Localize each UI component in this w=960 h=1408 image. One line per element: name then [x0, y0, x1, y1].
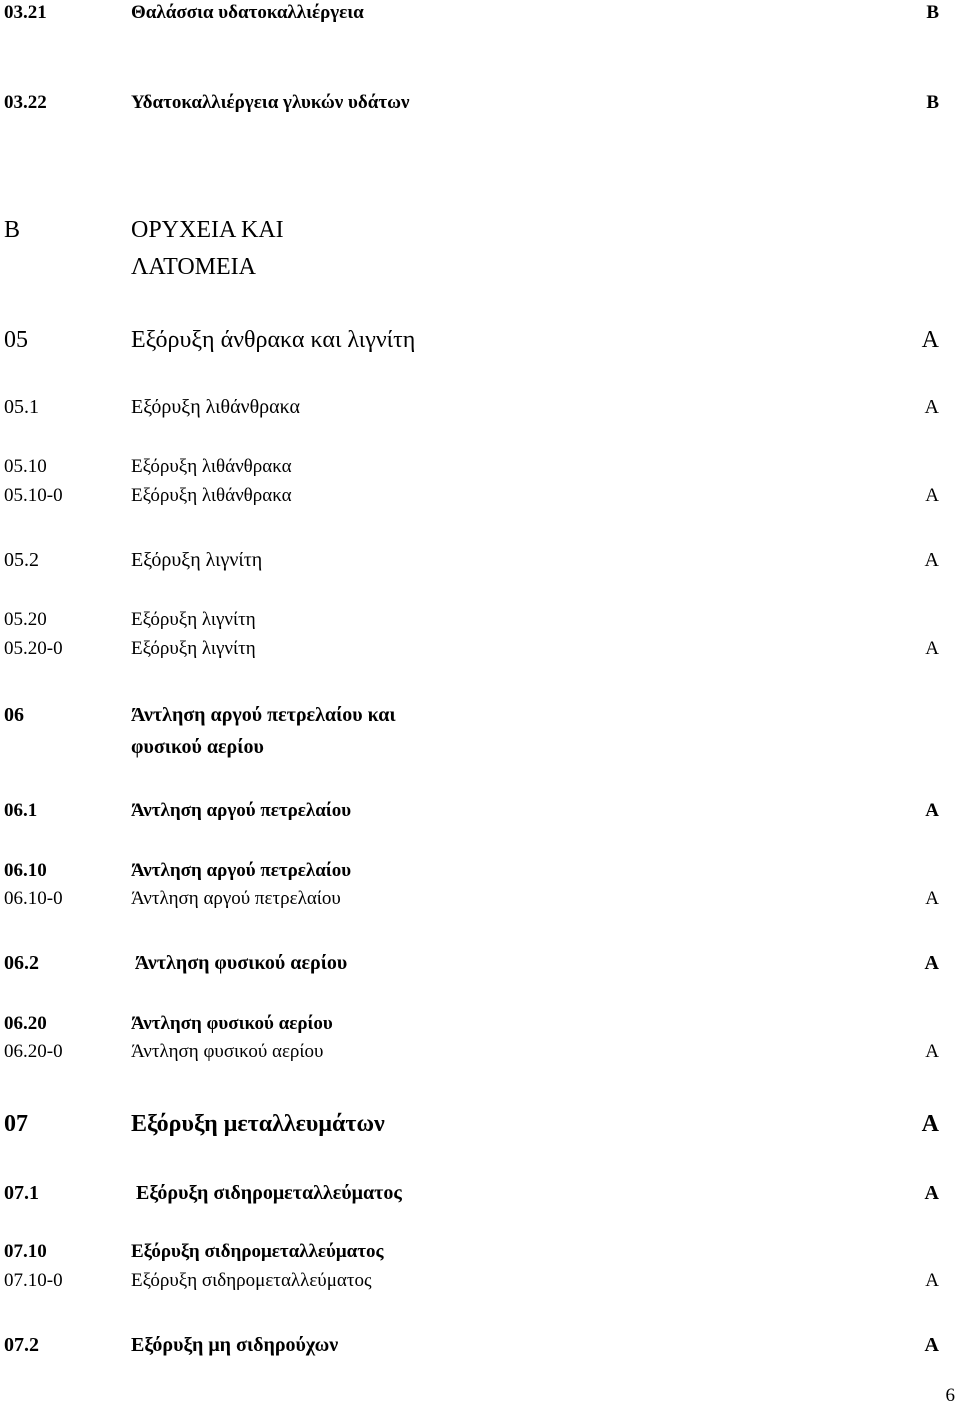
activity-title: Άντληση φυσικού αερίου [131, 952, 348, 974]
activity-title: Εξόρυξη σιδηρομεταλλεύματος [131, 1182, 402, 1204]
activity-code: 07.2 [4, 1334, 39, 1356]
activity-code: 07.10-0 [4, 1270, 63, 1291]
activity-class: Α [924, 1334, 939, 1356]
activity-title: Εξόρυξη λιθάνθρακα [131, 456, 292, 477]
activity-title-line1: Άντληση αργού πετρελαίου και [131, 704, 396, 726]
activity-title-line2: φυσικού αερίου [131, 736, 264, 758]
activity-class: Α [925, 800, 939, 821]
activity-title: Εξόρυξη μεταλλευμάτων [131, 1111, 385, 1137]
group-heading [0, 397, 960, 427]
activity-class: Α [925, 638, 939, 659]
activity-code: 06.20-0 [4, 1041, 63, 1062]
activity-title: Άντληση αργού πετρελαίου [131, 888, 341, 909]
group-heading [0, 550, 960, 580]
activity-code: 05.10 [4, 456, 47, 477]
group-heading [0, 801, 960, 831]
activity-title: Εξόρυξη λιγνίτη [131, 638, 256, 659]
activity-code: 05.20 [4, 609, 47, 630]
list-item [0, 1042, 960, 1072]
activity-title: Εξόρυξη μη σιδηρούχων [131, 1334, 339, 1356]
activity-title: Άντληση αργού πετρελαίου [131, 860, 352, 881]
activity-code: 07.10 [4, 1241, 47, 1262]
activity-code: 06.10 [4, 860, 47, 881]
activity-class: Α [925, 485, 939, 506]
list-item [0, 457, 960, 487]
activity-title: Άντληση φυσικού αερίου [131, 1041, 324, 1062]
activity-code: 05 [4, 327, 28, 353]
activity-code: 03.22 [4, 92, 47, 113]
activity-class: Β [926, 2, 939, 23]
activity-code: 05.1 [4, 396, 39, 418]
page-number: 6 [945, 1385, 955, 1406]
section-title-line2: ΛΑΤΟΜΕΙΑ [131, 254, 256, 280]
activity-title: Άντληση φυσικού αερίου [131, 1013, 333, 1034]
activity-class: Α [925, 888, 939, 909]
activity-title: Εξόρυξη άνθρακα και λιγνίτη [131, 327, 416, 353]
section-code: Β [4, 217, 21, 243]
activity-class: Α [924, 1182, 939, 1204]
group-heading [0, 1183, 960, 1213]
activity-code: 05.10-0 [4, 485, 63, 506]
division-heading [0, 705, 960, 765]
activity-class: Α [924, 549, 939, 571]
list-item [0, 1242, 960, 1272]
group-heading [0, 1335, 960, 1365]
activity-class: Α [925, 1270, 939, 1291]
activity-title: Εξόρυξη λιγνίτη [131, 549, 263, 571]
activity-title: Εξόρυξη λιθάνθρακα [131, 485, 292, 506]
activity-code: 06.10-0 [4, 888, 63, 909]
activity-code: 07 [4, 1111, 28, 1137]
activity-title: Εξόρυξη σιδηρομεταλλεύματος [131, 1270, 372, 1291]
list-item [0, 3, 960, 33]
list-item [0, 486, 960, 516]
list-item [0, 639, 960, 669]
activity-title: Άντληση αργού πετρελαίου [131, 800, 352, 821]
section-heading [0, 218, 960, 288]
list-item [0, 889, 960, 919]
activity-title: Υδατοκαλλιέργεια γλυκών υδάτων [131, 92, 410, 113]
activity-class: Α [921, 327, 939, 353]
list-item [0, 1014, 960, 1044]
activity-code: 06.1 [4, 800, 38, 821]
division-heading [0, 1112, 960, 1142]
list-item [0, 1271, 960, 1301]
list-item [0, 610, 960, 640]
activity-class: Α [925, 1041, 939, 1062]
section-title-line1: ΟΡΥΧΕΙΑ ΚΑΙ [131, 217, 284, 243]
activity-code: 03.21 [4, 2, 47, 23]
activity-title: Εξόρυξη σιδηρομεταλλεύματος [131, 1241, 384, 1262]
activity-code: 05.20-0 [4, 638, 63, 659]
activity-code: 06.2 [4, 952, 39, 974]
activity-code: 06 [4, 704, 24, 726]
list-item [0, 861, 960, 891]
activity-class: Α [924, 396, 939, 418]
division-heading [0, 328, 960, 358]
activity-title: Εξόρυξη λιθάνθρακα [131, 396, 301, 418]
activity-class: Β [926, 92, 939, 113]
activity-code: 06.20 [4, 1013, 47, 1034]
activity-code: 05.2 [4, 549, 39, 571]
activity-class: Α [924, 952, 939, 974]
activity-code: 07.1 [4, 1182, 39, 1204]
activity-title: Θαλάσσια υδατοκαλλιέργεια [131, 2, 364, 23]
list-item [0, 93, 960, 123]
group-heading [0, 953, 960, 983]
activity-title: Εξόρυξη λιγνίτη [131, 609, 256, 630]
activity-class: Α [921, 1111, 939, 1137]
